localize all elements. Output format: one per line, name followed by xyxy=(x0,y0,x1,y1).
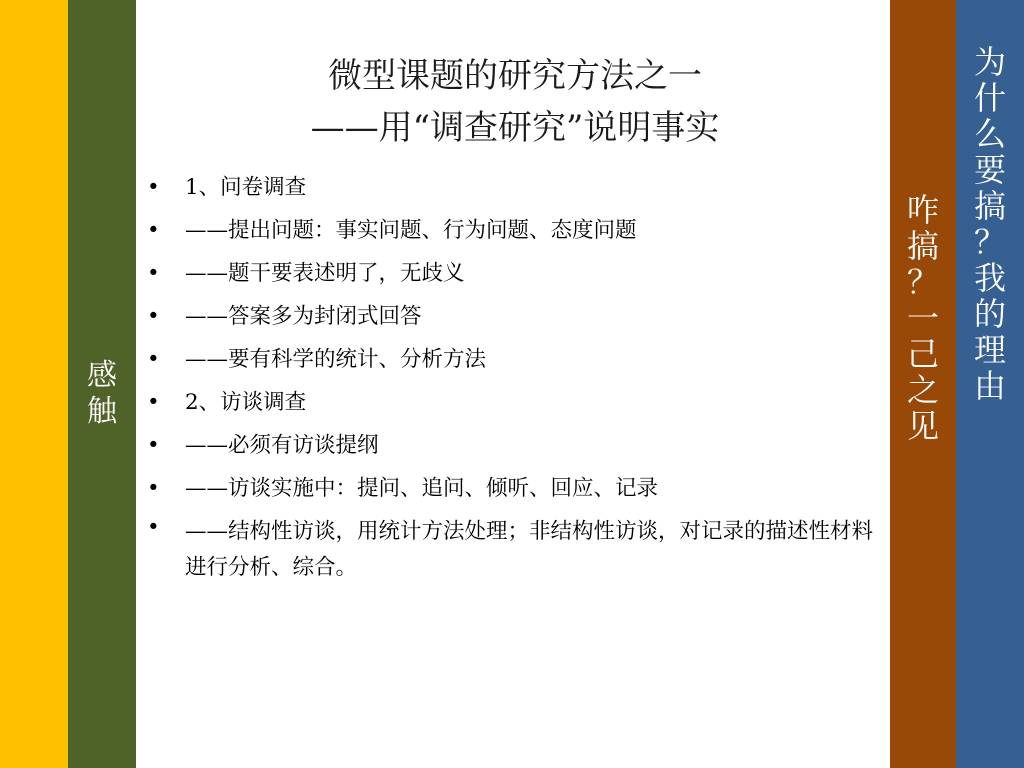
bullet-text: ——答案多为封闭式回答 xyxy=(185,304,422,329)
bullet-dot-icon: • xyxy=(147,390,160,415)
bullet-dot-icon: • xyxy=(147,218,160,243)
bullet-dot-icon: • xyxy=(147,175,160,200)
bullet-item xyxy=(143,510,883,586)
bullet-text: ——结构性访谈，用统计方法处理；非结构性访谈，对记录的描述性材料进行分析、综合。 xyxy=(185,519,874,580)
left-vertical-label xyxy=(68,358,136,430)
yellow-side-band xyxy=(0,0,68,768)
bullet-text: ——必须有访谈提纲 xyxy=(185,433,379,458)
inner-label-char: 己 xyxy=(906,335,939,373)
outer-label-char: 为 xyxy=(973,43,1006,81)
inner-label-char: 搞 xyxy=(906,227,939,265)
bullet-item xyxy=(143,381,883,424)
bullet-item xyxy=(143,166,883,209)
bullet-text: ——题干要表述明了，无歧义 xyxy=(185,261,465,286)
outer-right-vertical-label xyxy=(956,44,1024,404)
bullet-text: ——访谈实施中：提问、追问、倾听、回应、记录 xyxy=(185,476,659,501)
left-label-char: 感 xyxy=(87,358,117,393)
title-line-main: 微型课题的研究方法之一 xyxy=(328,56,702,96)
bullet-item xyxy=(143,209,883,252)
left-label-char: 触 xyxy=(87,394,117,429)
outer-label-char: 要 xyxy=(973,151,1006,189)
bullet-dot-icon: • xyxy=(147,433,160,458)
outer-label-char: 我 xyxy=(973,259,1006,297)
bullet-item xyxy=(143,295,883,338)
bullet-dot-icon: • xyxy=(147,515,160,540)
inner-label-char: ？ xyxy=(906,263,939,301)
title-line-subtitle: ——用“调查研究”说明事实 xyxy=(310,108,720,148)
bullet-dot-icon: • xyxy=(147,347,160,372)
inner-label-char: 见 xyxy=(906,407,939,445)
outer-label-char: 么 xyxy=(973,115,1006,153)
outer-label-char: ？ xyxy=(973,223,1006,261)
inner-label-char: 咋 xyxy=(906,191,939,229)
inner-label-char: 之 xyxy=(906,371,939,409)
bullet-dot-icon: • xyxy=(147,304,160,329)
outer-label-char: 搞 xyxy=(973,187,1006,225)
bullet-dot-icon: • xyxy=(147,261,160,286)
slide-title xyxy=(150,50,880,154)
bullet-text: 2、访谈调查 xyxy=(185,390,307,415)
outer-label-char: 什 xyxy=(973,79,1006,117)
bullet-text: ——要有科学的统计、分析方法 xyxy=(185,347,487,372)
outer-label-char: 由 xyxy=(973,367,1006,405)
bullet-dot-icon: • xyxy=(147,476,160,501)
bullet-text: 1、问卷调查 xyxy=(185,175,307,200)
bullet-item xyxy=(143,424,883,467)
bullet-item xyxy=(143,252,883,295)
outer-label-char: 理 xyxy=(973,331,1006,369)
inner-label-char: 一 xyxy=(906,299,939,337)
outer-label-char: 的 xyxy=(973,295,1006,333)
bullet-item xyxy=(143,467,883,510)
inner-right-vertical-label xyxy=(890,192,956,444)
bullet-list xyxy=(143,166,883,586)
bullet-item xyxy=(143,338,883,381)
bullet-text: ——提出问题：事实问题、行为问题、态度问题 xyxy=(185,218,637,243)
